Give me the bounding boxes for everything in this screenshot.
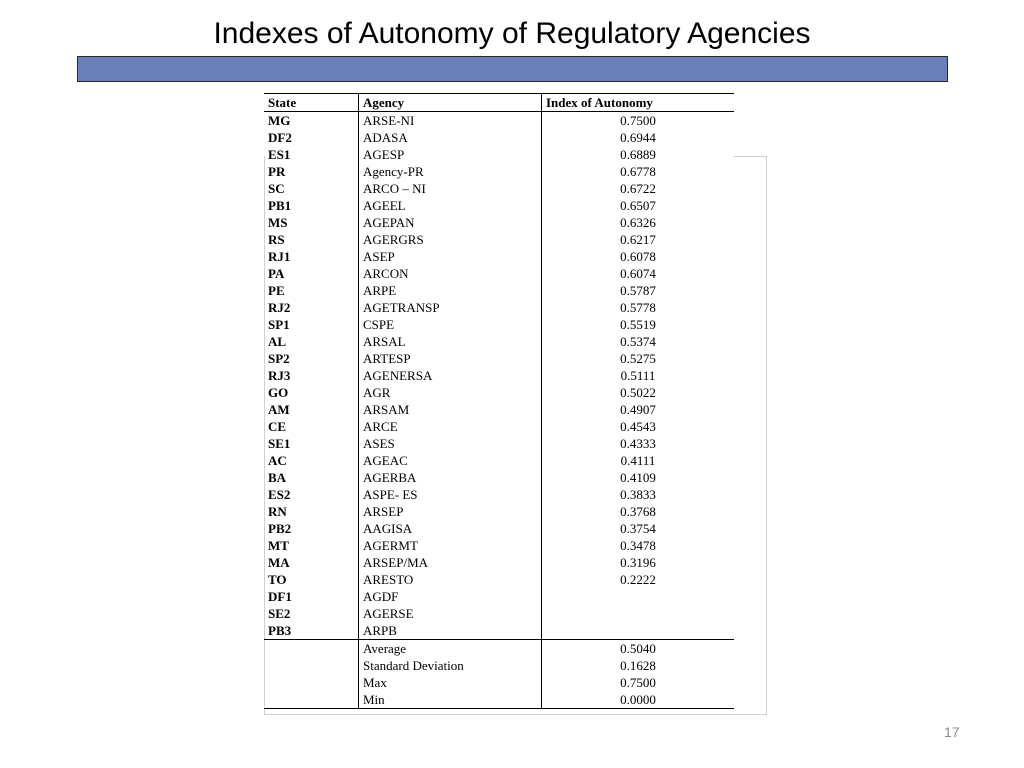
agency-cell: ARCON bbox=[359, 265, 542, 282]
stats-value-cell: 0.7500 bbox=[620, 675, 656, 690]
index-cell: 0.6778 bbox=[620, 164, 656, 179]
state-cell: RN bbox=[264, 503, 359, 520]
stats-row bbox=[264, 640, 734, 658]
agency-cell: AGENERSA bbox=[359, 367, 542, 384]
stats-label-cell: Min bbox=[359, 691, 542, 709]
table-row bbox=[264, 299, 734, 316]
table-row bbox=[264, 197, 734, 214]
table-row bbox=[264, 469, 734, 486]
index-cell bbox=[542, 622, 735, 640]
agency-cell: CSPE bbox=[359, 316, 542, 333]
index-cell: 0.4907 bbox=[620, 402, 656, 417]
state-cell: CE bbox=[264, 418, 359, 435]
index-cell: 0.3754 bbox=[620, 521, 656, 536]
state-cell: AL bbox=[264, 333, 359, 350]
agency-cell: ARCE bbox=[359, 418, 542, 435]
state-cell: PB1 bbox=[264, 197, 359, 214]
table-row bbox=[264, 588, 734, 605]
agency-cell: AGESP bbox=[359, 146, 542, 163]
autonomy-index-table bbox=[264, 93, 734, 709]
table-row bbox=[264, 452, 734, 469]
index-cell: 0.7500 bbox=[620, 113, 656, 128]
table-row bbox=[264, 265, 734, 282]
agency-cell: AGERMT bbox=[359, 537, 542, 554]
agency-cell: AAGISA bbox=[359, 520, 542, 537]
state-cell: RJ1 bbox=[264, 248, 359, 265]
table-row bbox=[264, 554, 734, 571]
state-cell: RJ3 bbox=[264, 367, 359, 384]
agency-cell: ARSE-NI bbox=[359, 112, 542, 130]
state-cell: RJ2 bbox=[264, 299, 359, 316]
agency-cell: ARCO – NI bbox=[359, 180, 542, 197]
index-cell: 0.5787 bbox=[620, 283, 656, 298]
agency-cell: ADASA bbox=[359, 129, 542, 146]
index-cell bbox=[542, 588, 735, 605]
slide-title: Indexes of Autonomy of Regulatory Agencies bbox=[213, 17, 811, 50]
stats-row bbox=[264, 691, 734, 709]
state-cell: SE1 bbox=[264, 435, 359, 452]
table-row bbox=[264, 401, 734, 418]
index-cell: 0.5111 bbox=[620, 368, 656, 383]
index-cell: 0.6722 bbox=[620, 181, 656, 196]
title-accent-bar bbox=[77, 56, 948, 82]
table-row bbox=[264, 367, 734, 384]
index-cell: 0.4543 bbox=[620, 419, 656, 434]
table-row bbox=[264, 180, 734, 197]
index-cell bbox=[542, 605, 735, 622]
agency-cell: AGR bbox=[359, 384, 542, 401]
index-cell: 0.6507 bbox=[620, 198, 656, 213]
table-row bbox=[264, 129, 734, 146]
state-cell: PE bbox=[264, 282, 359, 299]
agency-cell: AGDF bbox=[359, 588, 542, 605]
state-cell: PB3 bbox=[264, 622, 359, 640]
state-cell: BA bbox=[264, 469, 359, 486]
index-cell: 0.6217 bbox=[620, 232, 656, 247]
table-row bbox=[264, 333, 734, 350]
agency-cell: AGERGRS bbox=[359, 231, 542, 248]
table-header-row bbox=[264, 94, 734, 112]
state-cell: SP2 bbox=[264, 350, 359, 367]
agency-cell: AGERBA bbox=[359, 469, 542, 486]
agency-cell: ARSAL bbox=[359, 333, 542, 350]
agency-cell: AGEPAN bbox=[359, 214, 542, 231]
agency-cell: ARTESP bbox=[359, 350, 542, 367]
table-row bbox=[264, 146, 734, 163]
stats-label-cell: Average bbox=[359, 640, 542, 658]
stats-blank-cell bbox=[264, 691, 359, 709]
stats-blank-cell bbox=[264, 657, 359, 674]
table-body bbox=[264, 112, 734, 709]
state-cell: AM bbox=[264, 401, 359, 418]
index-cell: 0.5022 bbox=[620, 385, 656, 400]
state-cell: GO bbox=[264, 384, 359, 401]
state-cell: MA bbox=[264, 554, 359, 571]
table-row bbox=[264, 316, 734, 333]
index-cell: 0.6944 bbox=[620, 130, 656, 145]
state-cell: SE2 bbox=[264, 605, 359, 622]
index-cell: 0.6889 bbox=[620, 147, 656, 162]
index-cell: 0.2222 bbox=[620, 572, 656, 587]
index-cell: 0.3833 bbox=[620, 487, 656, 502]
state-cell: DF2 bbox=[264, 129, 359, 146]
agency-cell: AGERSE bbox=[359, 605, 542, 622]
agency-cell: ASEP bbox=[359, 248, 542, 265]
index-cell: 0.5374 bbox=[620, 334, 656, 349]
stats-blank-cell bbox=[264, 640, 359, 658]
agency-cell: ARSEP/MA bbox=[359, 554, 542, 571]
state-cell: PR bbox=[264, 163, 359, 180]
stats-row bbox=[264, 674, 734, 691]
index-cell: 0.6078 bbox=[620, 249, 656, 264]
table-row bbox=[264, 503, 734, 520]
stats-value-cell: 0.5040 bbox=[542, 640, 735, 658]
agency-cell: ARESTO bbox=[359, 571, 542, 588]
page-number: 17 bbox=[944, 724, 960, 740]
header-index-of-autonomy: Index of Autonomy bbox=[542, 94, 735, 112]
state-cell: DF1 bbox=[264, 588, 359, 605]
state-cell: PA bbox=[264, 265, 359, 282]
table-row bbox=[264, 520, 734, 537]
state-cell: MT bbox=[264, 537, 359, 554]
index-cell: 0.4109 bbox=[620, 470, 656, 485]
agency-cell: ARSAM bbox=[359, 401, 542, 418]
table-row bbox=[264, 350, 734, 367]
agency-cell: AGEEL bbox=[359, 197, 542, 214]
agency-cell: ARSEP bbox=[359, 503, 542, 520]
table-row bbox=[264, 435, 734, 452]
state-cell: MS bbox=[264, 214, 359, 231]
stats-label-cell: Standard Deviation bbox=[359, 657, 542, 674]
index-cell: 0.3768 bbox=[620, 504, 656, 519]
state-cell: ES2 bbox=[264, 486, 359, 503]
stats-label-cell: Max bbox=[359, 674, 542, 691]
index-cell: 0.3478 bbox=[620, 538, 656, 553]
agency-cell: ASES bbox=[359, 435, 542, 452]
index-cell: 0.5778 bbox=[620, 300, 656, 315]
table-row bbox=[264, 622, 734, 640]
table-row bbox=[264, 163, 734, 180]
table-row bbox=[264, 605, 734, 622]
table-row bbox=[264, 571, 734, 588]
agency-cell: ASPE- ES bbox=[359, 486, 542, 503]
table-row bbox=[264, 248, 734, 265]
table-row bbox=[264, 486, 734, 503]
state-cell: SC bbox=[264, 180, 359, 197]
table-row bbox=[264, 418, 734, 435]
agency-cell: AGETRANSP bbox=[359, 299, 542, 316]
index-cell: 0.3196 bbox=[620, 555, 656, 570]
agency-cell: ARPE bbox=[359, 282, 542, 299]
state-cell: TO bbox=[264, 571, 359, 588]
agency-cell: ARPB bbox=[359, 622, 542, 640]
state-cell: ES1 bbox=[264, 146, 359, 163]
table-row bbox=[264, 384, 734, 401]
state-cell: SP1 bbox=[264, 316, 359, 333]
index-cell: 0.4111 bbox=[620, 453, 656, 468]
index-cell: 0.6326 bbox=[620, 215, 656, 230]
state-cell: MG bbox=[264, 112, 359, 130]
agency-cell: AGEAC bbox=[359, 452, 542, 469]
index-cell: 0.6074 bbox=[620, 266, 656, 281]
stats-value-cell: 0.1628 bbox=[620, 658, 656, 673]
state-cell: PB2 bbox=[264, 520, 359, 537]
index-cell: 0.4333 bbox=[620, 436, 656, 451]
agency-cell: Agency-PR bbox=[359, 163, 542, 180]
index-cell: 0.5519 bbox=[620, 317, 656, 332]
table-row bbox=[264, 214, 734, 231]
table-row bbox=[264, 282, 734, 299]
index-cell: 0.5275 bbox=[620, 351, 656, 366]
stats-value-cell: 0.0000 bbox=[542, 691, 735, 709]
header-agency: Agency bbox=[359, 94, 542, 112]
table-row bbox=[264, 112, 734, 130]
table-row bbox=[264, 231, 734, 248]
table-row bbox=[264, 537, 734, 554]
state-cell: AC bbox=[264, 452, 359, 469]
stats-blank-cell bbox=[264, 674, 359, 691]
stats-row bbox=[264, 657, 734, 674]
state-cell: RS bbox=[264, 231, 359, 248]
header-state: State bbox=[264, 94, 359, 112]
